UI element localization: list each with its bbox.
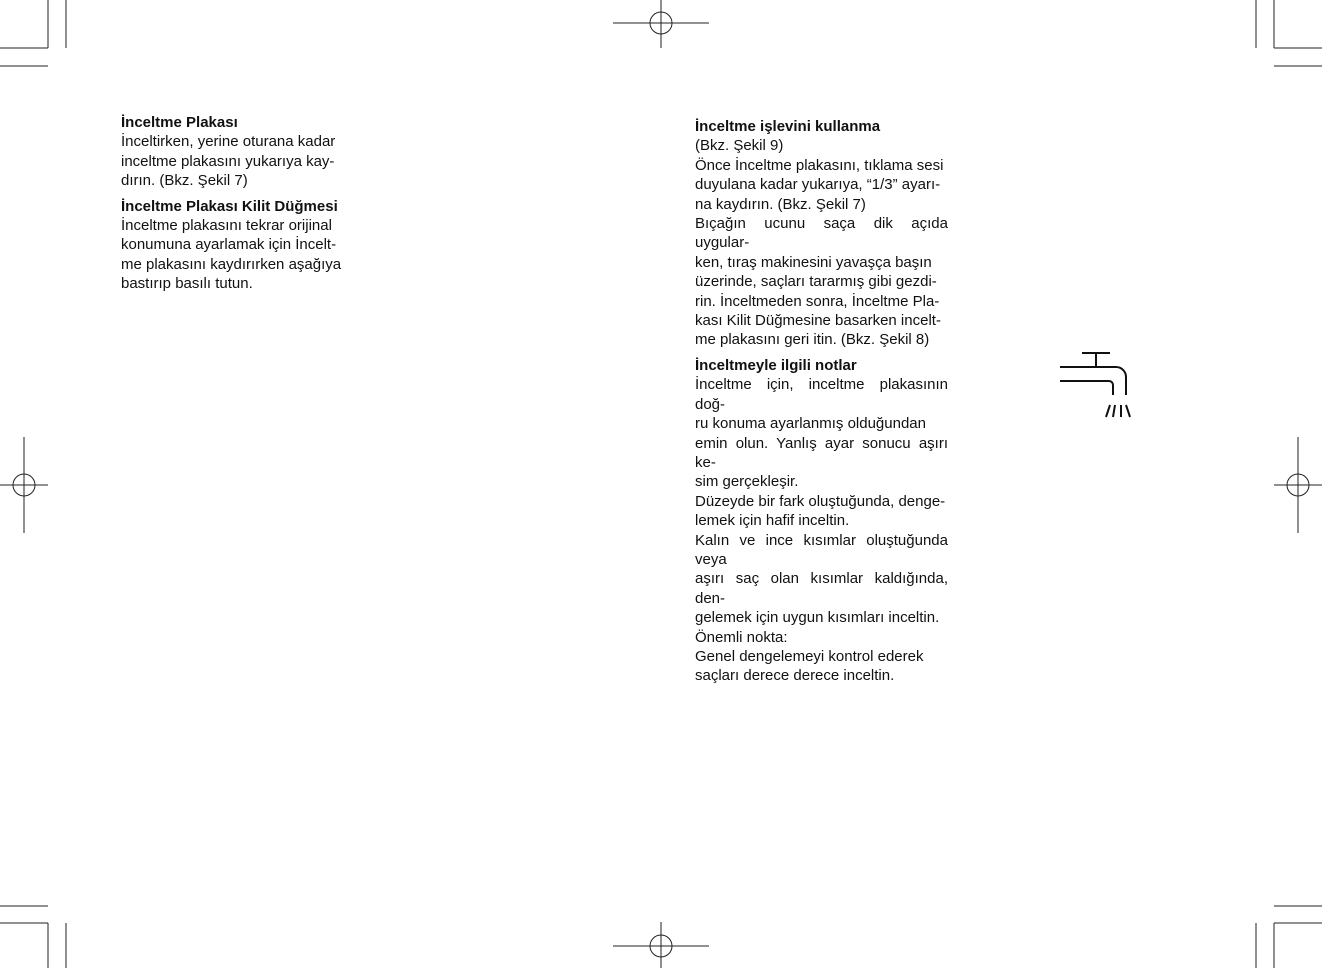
crop-mark-icon (1256, 0, 1322, 66)
section-paragraph (695, 531, 948, 628)
text-line: Düzeyde bir fark oluştuğunda, denge- (695, 492, 946, 510)
section-heading: İnceltme Plakası Kilit Düğmesi (121, 197, 338, 215)
text-line: (Bkz. Şekil 9) (695, 137, 784, 155)
text-line: saçları derece derece inceltin. (695, 667, 895, 685)
section-paragraph (695, 136, 948, 155)
text-line: Genel dengelemeyi kontrol ederek (695, 647, 924, 665)
text-line: sim gerçekleşir. (695, 473, 799, 491)
section-paragraph (695, 492, 948, 531)
text-line: emin olun. Yanlış ayar sonucu aşırı ke- (695, 434, 948, 471)
text-line: Önce İnceltme plakasını, tıklama sesi (695, 156, 944, 174)
text-line: inceltme plakasını yukarıya kay- (121, 152, 335, 170)
text-line: lemek için hafif inceltin. (695, 512, 850, 530)
text-line: İnceltme plakasını tekrar orijinal (121, 217, 332, 235)
text-line: me plakasını geri itin. (Bkz. Şekil 8) (695, 331, 930, 349)
text-line: Kalın ve ince kısımlar oluştuğunda veya (695, 531, 948, 568)
registration-mark-icon (0, 437, 48, 533)
text-line: me plakasını kaydırırken aşağıya (121, 255, 342, 273)
section-heading: İnceltme Plakası (121, 114, 238, 131)
text-line: aşırı saç olan kısımlar kaldığında, den- (695, 570, 948, 607)
text-line: kası Kilit Düğmesine basarken incelt- (695, 312, 941, 330)
text-line: İnceltirken, yerine oturana kadar (121, 133, 336, 151)
section-paragraph (695, 156, 948, 214)
section-paragraph (695, 647, 948, 686)
section-paragraph (695, 628, 948, 647)
text-line: ru konuma ayarlanmış olduğundan (695, 415, 926, 433)
section-paragraph (121, 216, 352, 294)
registration-mark-icon (613, 922, 709, 968)
registration-mark-icon (1274, 437, 1322, 533)
text-line: Bıçağın ucunu saça dik açıda uygular- (695, 215, 948, 252)
section-paragraph (121, 132, 352, 190)
text-line: duyulana kadar yukarıya, “1/3” ayarı- (695, 176, 941, 194)
water-tap-icon (1058, 350, 1136, 422)
section-heading: İnceltme işlevini kullanma (695, 118, 881, 135)
section-paragraph (695, 214, 948, 350)
text-line: İnceltme için, inceltme plakasının doğ- (695, 376, 948, 413)
text-line: üzerinde, saçları tararmış gibi gezdi- (695, 273, 937, 291)
text-line: na kaydırın. (Bkz. Şekil 7) (695, 195, 866, 213)
text-line: gelemek için uygun kısımları inceltin. (695, 609, 940, 627)
right-column (695, 117, 948, 686)
text-line: ken, tıraş makinesini yavaşça başın (695, 253, 932, 271)
text-line: Önemli nokta: (695, 628, 788, 646)
crop-mark-icon (0, 0, 66, 66)
registration-mark-icon (613, 0, 709, 48)
section-heading: İnceltmeyle ilgili notlar (695, 356, 857, 374)
section-paragraph (695, 375, 948, 491)
crop-mark-icon (1256, 906, 1322, 968)
text-line: bastırıp basılı tutun. (121, 275, 253, 293)
text-line: dırın. (Bkz. Şekil 7) (121, 172, 248, 190)
left-column (121, 113, 352, 294)
crop-mark-icon (0, 906, 66, 968)
text-line: rin. İnceltmeden sonra, İnceltme Pla- (695, 292, 940, 310)
text-line: konumuna ayarlamak için İncelt- (121, 236, 337, 254)
